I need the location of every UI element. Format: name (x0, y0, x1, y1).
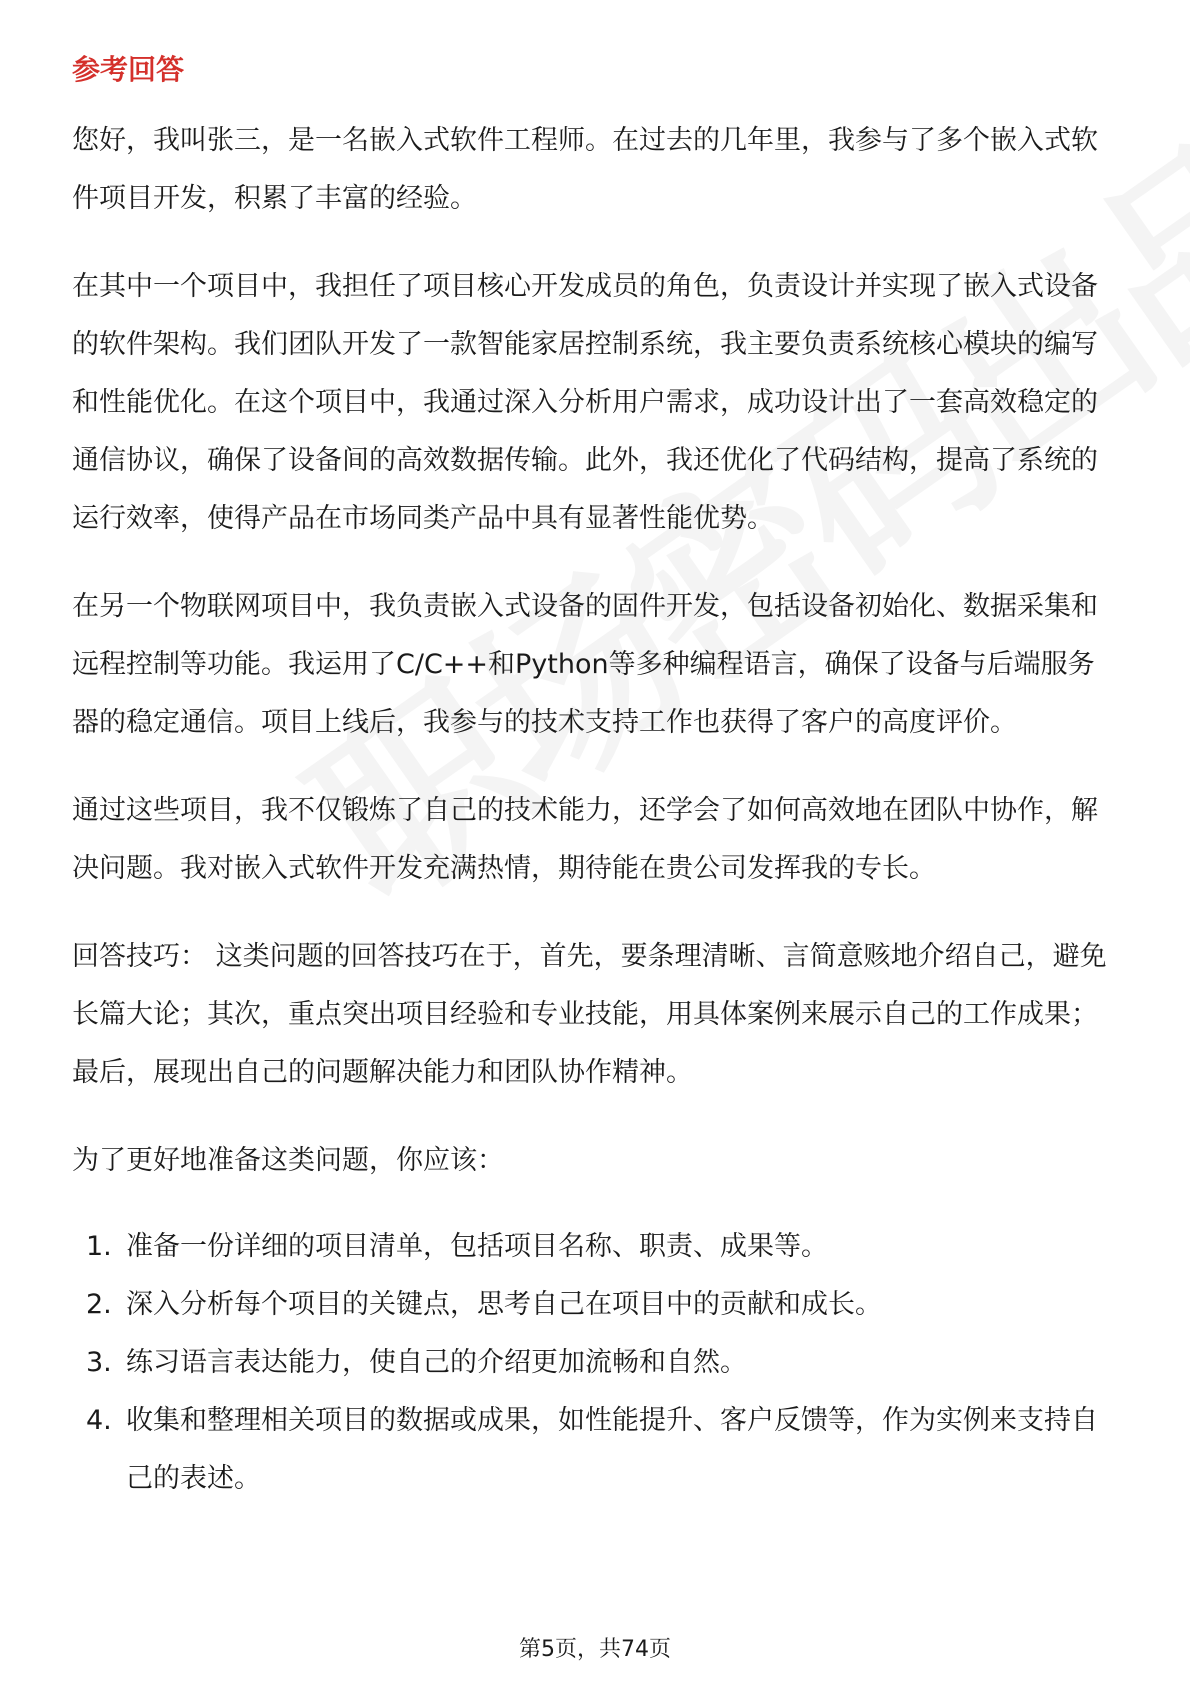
list-item (72, 1276, 1120, 1334)
list-item-number: 2. (86, 1289, 112, 1320)
preparation-list (72, 1218, 1120, 1508)
page-content (72, 50, 1120, 1508)
page-footer: 第5页，共74页 (519, 1637, 671, 1662)
list-item-text: 练习语言表达能力，使自己的介绍更加流畅和自然。 (126, 1347, 747, 1378)
paragraph-preparation-intro: 为了更好地准备这类问题，你应该： (72, 1145, 504, 1176)
paragraph-project-two: 在另一个物联网项目中，我负责嵌入式设备的固件开发，包括设备初始化、数据采集和远程控制等功能。我运用了C/C++和Python等多种编程语言，确保了设备与后端服务器的稳定通信。项目上线后，我参与的技术支持工作也获得了客户的高度评价。 (72, 591, 1098, 738)
list-item-number: 1. (86, 1231, 112, 1262)
section-title: 参考回答 (72, 53, 185, 86)
paragraph-project-one: 在其中一个项目中，我担任了项目核心开发成员的角色，负责设计并实现了嵌入式设备的软件架构。我们团队开发了一款智能家居控制系统，我主要负责系统核心模块的编写和性能优化。在这个项目中，我通过深入分析用户需求，成功设计出了一套高效稳定的通信协议，确保了设备间的高效数据传输。此外，我还优化了代码结构，提高了系统的运行效率，使得产品在市场同类产品中具有显著性能优势。 (72, 271, 1098, 534)
list-item (72, 1392, 1120, 1508)
paragraph-intro: 您好，我叫张三，是一名嵌入式软件工程师。在过去的几年里，我参与了多个嵌入式软件项目开发，积累了丰富的经验。 (72, 125, 1098, 214)
list-item (72, 1334, 1120, 1392)
list-item-text: 准备一份详细的项目清单，包括项目名称、职责、成果等。 (126, 1231, 828, 1262)
list-item-text: 深入分析每个项目的关键点，思考自己在项目中的贡献和成长。 (126, 1289, 882, 1320)
list-item-text: 收集和整理相关项目的数据或成果，如性能提升、客户反馈等，作为实例来支持自己的表述。 (126, 1405, 1098, 1494)
list-item-number: 3. (86, 1347, 112, 1378)
paragraph-summary: 通过这些项目，我不仅锻炼了自己的技术能力，还学会了如何高效地在团队中协作，解决问题。我对嵌入式软件开发充满热情，期待能在贵公司发挥我的专长。 (72, 795, 1098, 884)
list-item-number: 4. (86, 1405, 112, 1436)
paragraph-answer-tips: 回答技巧： 这类问题的回答技巧在于，首先，要条理清晰、言简意赅地介绍自己，避免长篇大论；其次，重点突出项目经验和专业技能，用具体案例来展示自己的工作成果；最后，展现出自己的问题解决能力和团队协作精神。 (72, 941, 1107, 1088)
list-item (72, 1218, 1120, 1276)
